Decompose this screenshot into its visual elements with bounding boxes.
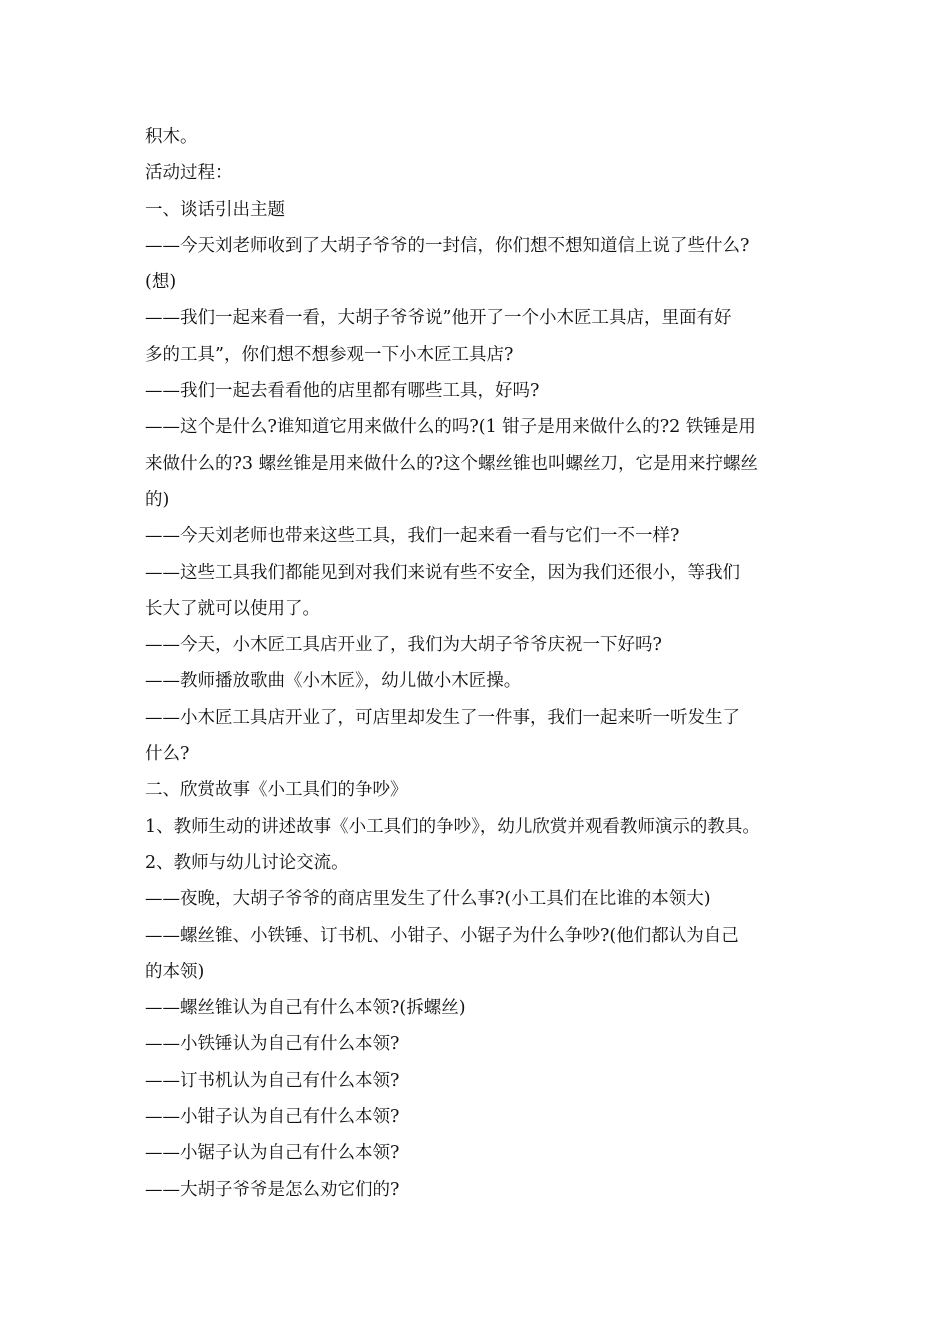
- text-line: (想): [145, 272, 177, 293]
- text-line: ——今天刘老师也带来这些工具，我们一起来看一看与它们一不一样?: [145, 526, 680, 547]
- document-body: [145, 119, 825, 1208]
- text-line: ——螺丝锥、小铁锤、订书机、小钳子、小锯子为什么争吵?(他们都认为自己: [145, 925, 739, 946]
- text-line: 什么?: [145, 744, 190, 765]
- text-line: ——这个是什么?谁知道它用来做什么的吗?(1 钳子是用来做什么的?2 铁锤是用: [145, 417, 756, 438]
- text-line: 的): [145, 489, 170, 510]
- text-line: ——这些工具我们都能见到对我们来说有些不安全，因为我们还很小，等我们: [145, 562, 740, 583]
- text-line: ——小锯子认为自己有什么本领?: [145, 1143, 400, 1164]
- text-line: ——今天刘老师收到了大胡子爷爷的一封信，你们想不想知道信上说了些什么?: [145, 235, 750, 256]
- text-line: ——小木匠工具店开业了，可店里却发生了一件事，我们一起来听一听发生了: [145, 707, 740, 728]
- text-line: ——大胡子爷爷是怎么劝它们的?: [145, 1179, 400, 1200]
- text-line: ——我们一起来看一看，大胡子爷爷说”他开了一个小木匠工具店，里面有好: [145, 308, 732, 329]
- text-line: ——今天，小木匠工具店开业了，我们为大胡子爷爷庆祝一下好吗?: [145, 635, 662, 656]
- text-line: 的本领): [145, 961, 205, 982]
- text-line: 1、教师生动的讲述故事《小工具们的争吵》，幼儿欣赏并观看教师演示的教具。: [145, 816, 760, 837]
- text-line: ——我们一起去看看他的店里都有哪些工具，好吗?: [145, 381, 540, 402]
- text-line: 来做什么的?3 螺丝锥是用来做什么的?这个螺丝锥也叫螺丝刀，它是用来拧螺丝: [145, 453, 758, 474]
- text-line: ——螺丝锥认为自己有什么本领?(拆螺丝): [145, 998, 466, 1019]
- text-line: ——订书机认为自己有什么本领?: [145, 1070, 400, 1091]
- section-heading: 一、谈话引出主题: [145, 199, 285, 220]
- section-heading: 二、欣赏故事《小工具们的争吵》: [145, 780, 408, 801]
- text-line: ——小钳子认为自己有什么本领?: [145, 1107, 400, 1128]
- text-line: ——小铁锤认为自己有什么本领?: [145, 1034, 400, 1055]
- text-line: 2、教师与幼儿讨论交流。: [145, 852, 349, 873]
- text-line: 多的工具”，你们想不想参观一下小木匠工具店?: [145, 344, 514, 365]
- text-line: ——夜晚，大胡子爷爷的商店里发生了什么事?(小工具们在比谁的本领大): [145, 889, 711, 910]
- text-line: 长大了就可以使用了。: [145, 598, 320, 619]
- section-label: 活动过程：: [145, 163, 233, 184]
- text-line: ——教师播放歌曲《小木匠》，幼儿做小木匠操。: [145, 671, 522, 692]
- text-line: 积木。: [145, 127, 198, 147]
